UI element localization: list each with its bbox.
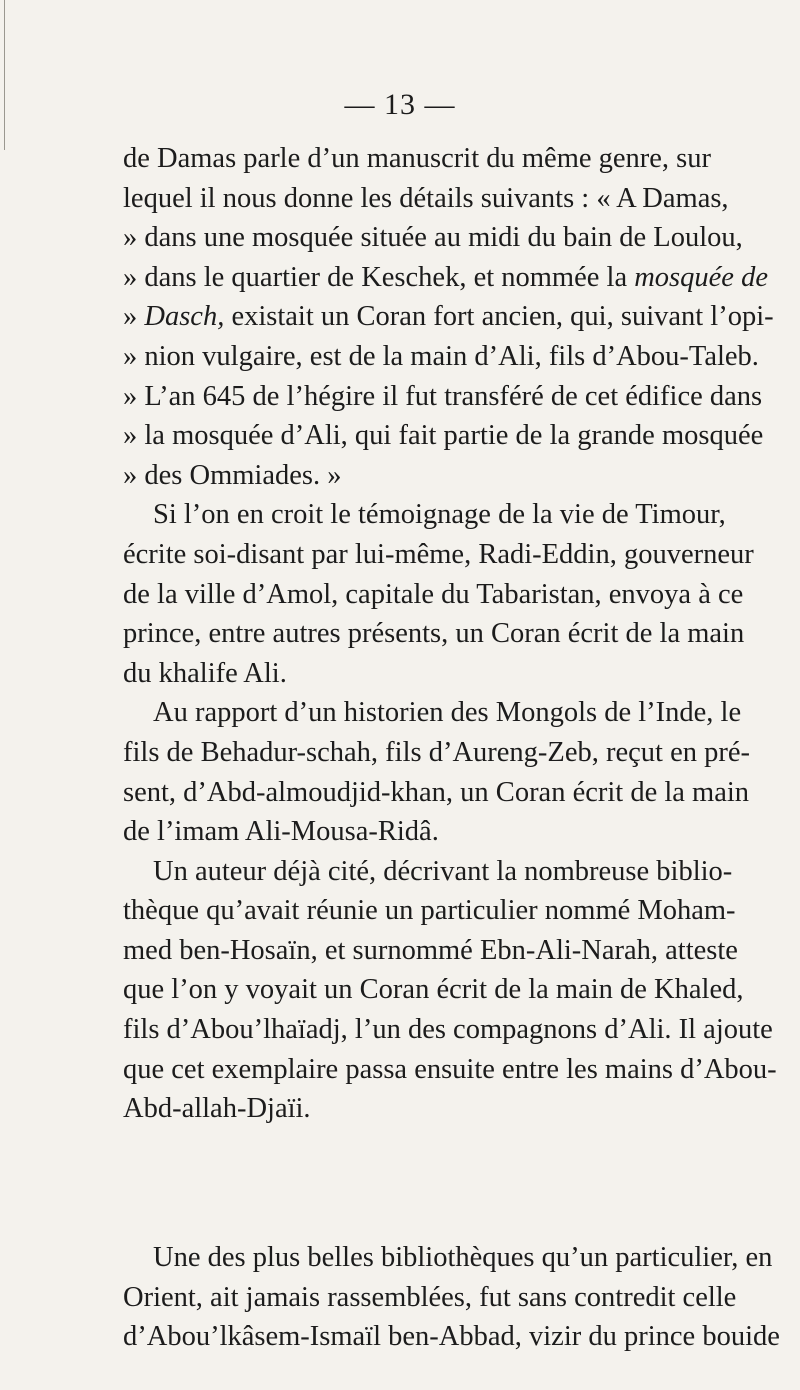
text-line: écrite soi-disant par lui-même, Radi-Eddin, gouverneur <box>123 538 754 570</box>
text-line: thèque qu’avait réunie un particulier nommé Moham- <box>123 895 736 927</box>
text-line: lequel il nous donne les détails suivants : « A Damas, <box>123 182 729 214</box>
text-line: » Dasch, existait un Coran fort ancien, qui, suivant l’opi- <box>123 301 774 333</box>
text-line: que l’on y voyait un Coran écrit de la main de Khaled, <box>123 974 744 1006</box>
text-line: de l’imam Ali-Mousa-Ridâ. <box>123 816 439 848</box>
text-line: Une des plus belles bibliothèques qu’un particulier, en <box>153 1242 773 1273</box>
text-line: Orient, ait jamais rassemblées, fut sans contredit celle <box>123 1281 737 1313</box>
text-line: du khalife Ali. <box>123 657 287 689</box>
text-line: de Damas parle d’un manuscrit du même genre, sur <box>123 143 712 174</box>
text-line: » dans une mosquée située au midi du bain de Loulou, <box>123 222 743 254</box>
italic-term: Dasch, <box>144 301 225 333</box>
text-line: Un auteur déjà cité, décrivant la nombreuse biblio- <box>153 855 733 887</box>
text-line: Au rapport d’un historien des Mongols de l’Inde, le <box>153 697 742 729</box>
text-line: Si l’on en croit le témoignage de la vie de Timour, <box>153 499 726 531</box>
main-text-block <box>123 139 777 1129</box>
text-line: fils d’Abou’lhaïadj, l’un des compagnons d’Ali. Il ajoute <box>123 1014 773 1046</box>
page-number: — 13 — <box>344 88 456 121</box>
text-line: fils de Behadur-schah, fils d’Aureng-Zeb, reçut en pré- <box>123 736 750 768</box>
text-line: med ben-Hosaïn, et surnommé Ebn-Ali-Narah, atteste <box>123 934 738 966</box>
text-line: de la ville d’Amol, capitale du Tabaristan, envoya à ce <box>123 578 744 610</box>
text-line: » la mosquée d’Ali, qui fait partie de la grande mosquée <box>123 420 764 452</box>
text-line: d’Abou’lkâsem-Ismaïl ben-Abbad, vizir du prince bouide <box>123 1321 780 1353</box>
second-text-block <box>123 1238 780 1357</box>
page-edge <box>4 0 5 150</box>
text-line: sent, d’Abd-almoudjid-khan, un Coran écrit de la main <box>123 776 750 808</box>
text-line: » dans le quartier de Keschek, et nommée la mosquée de <box>123 261 768 293</box>
text-line: que cet exemplaire passa ensuite entre les mains d’Abou- <box>123 1053 777 1085</box>
text-line: prince, entre autres présents, un Coran écrit de la main <box>123 618 745 650</box>
text-line: Abd-allah-Djaïi. <box>123 1093 311 1125</box>
italic-term: mosquée de <box>634 261 768 293</box>
text-line: » des Ommiades. » <box>123 459 342 491</box>
text-line: » L’an 645 de l’hégire il fut transféré de cet édifice dans <box>123 380 763 412</box>
text-line: » nion vulgaire, est de la main d’Ali, fils d’Abou-Taleb. <box>123 340 759 372</box>
